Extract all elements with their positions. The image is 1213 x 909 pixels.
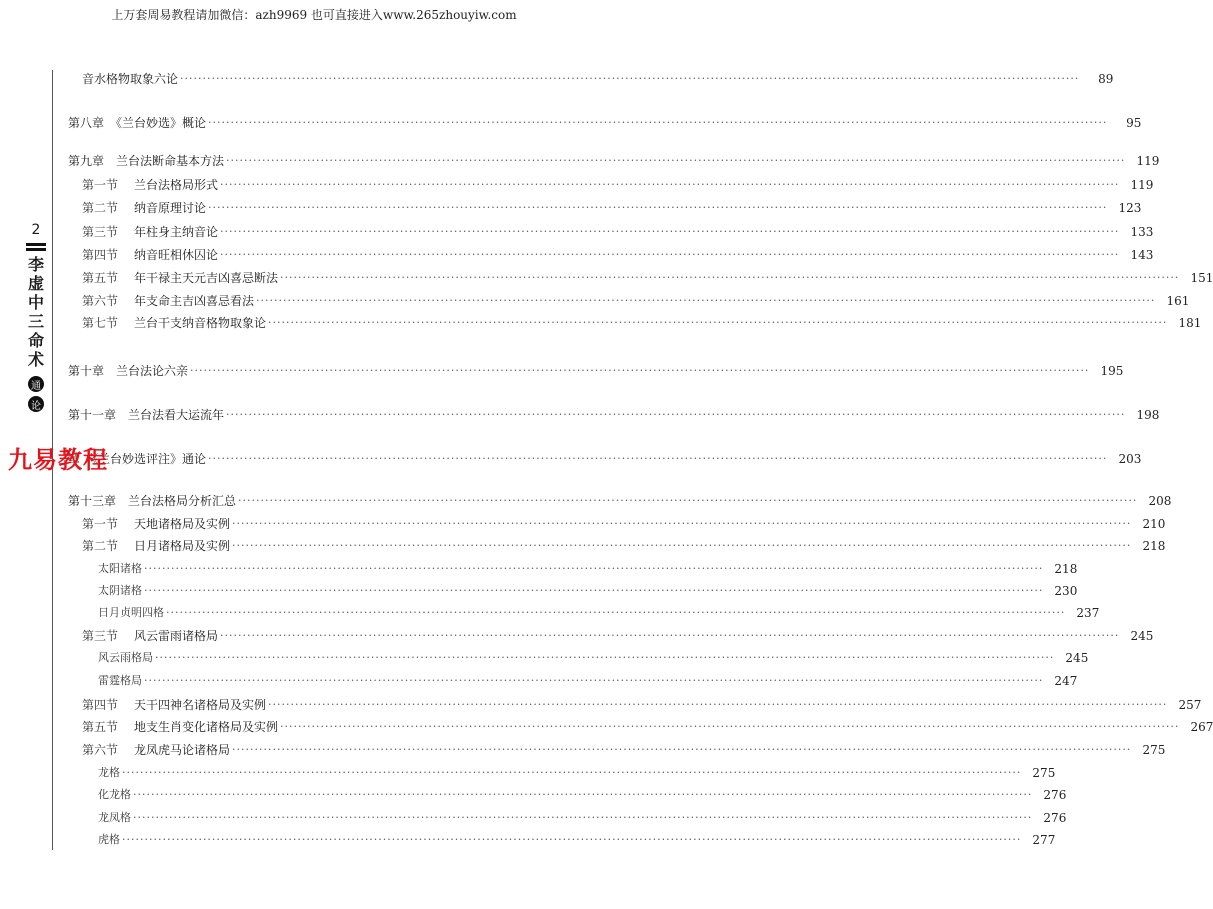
toc-leader-dots: ········································································································································································································ [180, 72, 1080, 85]
toc-entry [0, 782, 1067, 802]
toc-entry-label [98, 584, 142, 598]
toc-entry-label [68, 154, 224, 168]
toc-entry-title: 兰台干支纳音格物取象论 [134, 316, 267, 330]
toc-entry [0, 265, 1213, 285]
toc-entry-label [82, 248, 218, 262]
toc-page-number: 267 [1190, 720, 1213, 734]
toc-chapter-entry [0, 402, 1160, 422]
toc-entry-title: 地支生肖变化诸格局及实例 [134, 720, 279, 734]
toc-leader-dots: ········································································································································································································ [226, 154, 1126, 167]
toc-entry-title: 天干四神名诸格局及实例 [134, 698, 267, 712]
toc-leader-dots: ········································································································································································································ [144, 562, 1044, 575]
toc-entry-label [98, 811, 131, 825]
toc-chapter-entry [0, 148, 1160, 168]
toc-entry [0, 511, 1166, 531]
toc-section-number: 第五节 [82, 271, 119, 285]
toc-entry [0, 172, 1154, 192]
toc-chapter-entry [0, 358, 1124, 378]
toc-entry-title: 日月诸格局及实例 [134, 539, 231, 553]
toc-leader-dots: ········································································································································································································ [144, 584, 1044, 597]
toc-entry-title: 第十一章 兰台法看大运流年 [68, 408, 225, 422]
toc-entry-title: 太阴诸格 [98, 584, 142, 597]
toc-section-number: 第一节 [82, 178, 119, 192]
toc-entry [0, 805, 1067, 825]
toc-entry-title: 音水格物取象六论 [82, 72, 179, 86]
toc-entry-label [98, 674, 142, 688]
toc-page-number: 257 [1178, 698, 1202, 712]
toc-entry-label [82, 743, 230, 757]
toc-leader-dots: ········································································································································································································ [226, 408, 1126, 421]
toc-page-number: 133 [1130, 225, 1154, 239]
toc-entry [0, 219, 1154, 239]
toc-page-number: 275 [1032, 766, 1056, 780]
toc-leader-dots: ········································································································································································································ [268, 698, 1168, 711]
toc-page-number: 210 [1142, 517, 1166, 531]
sidebar-badge: 通 [28, 376, 44, 392]
toc-entry [0, 533, 1166, 553]
toc-page-number: 218 [1142, 539, 1166, 553]
toc-entry-title: 年干禄主天元吉凶喜忌断法 [134, 271, 279, 285]
sidebar-title-char: 命 [27, 331, 44, 350]
watermark-text: 九易教程 [8, 446, 108, 474]
toc-page-number: 119 [1136, 154, 1160, 168]
toc-page-number: 151 [1190, 271, 1213, 285]
toc-leader-dots: ········································································································································································································ [280, 720, 1180, 733]
toc-entry [0, 623, 1154, 643]
toc-entry-label [98, 606, 164, 620]
toc-entry-label [82, 72, 178, 86]
toc-entry-label [68, 116, 206, 130]
toc-entry [0, 692, 1202, 712]
toc-entry [0, 195, 1142, 215]
toc-entry-title: 年支命主吉凶喜忌看法 [134, 294, 255, 308]
toc-entry-label [68, 494, 236, 508]
toc-page-number: 275 [1142, 743, 1166, 757]
toc-section-number: 第二节 [82, 201, 119, 215]
toc-entry-title: 兰台法格局形式 [134, 178, 219, 192]
toc-entry [0, 760, 1056, 780]
toc-page-number: 119 [1130, 178, 1154, 192]
toc-leader-dots: ········································································································································································································ [122, 833, 1022, 846]
toc-section-number: 第四节 [82, 698, 119, 712]
toc-leader-dots: ········································································································································································································ [144, 674, 1044, 687]
toc-entry-label [82, 271, 278, 285]
toc-chapter-entry [0, 110, 1142, 130]
toc-leader-dots: ········································································································································································································ [133, 788, 1033, 801]
toc-page-number: 245 [1065, 651, 1089, 665]
toc-entry-label [82, 698, 266, 712]
toc-page-number: 181 [1178, 316, 1202, 330]
toc-entry [0, 645, 1089, 665]
toc-entry [0, 66, 1114, 86]
toc-entry-label [68, 364, 188, 378]
toc-page-number: 208 [1148, 494, 1172, 508]
sidebar-title-char: 三 [27, 312, 44, 331]
toc-entry [0, 310, 1202, 330]
toc-page-number: 89 [1098, 72, 1114, 86]
toc-leader-dots: ········································································································································································································ [208, 452, 1108, 465]
toc-leader-dots: ········································································································································································································ [280, 271, 1180, 284]
toc-entry-title: 龙凤格 [98, 811, 131, 824]
toc-page-number: 276 [1043, 811, 1067, 825]
toc-entry-label [82, 201, 206, 215]
toc-section-number: 第四节 [82, 248, 119, 262]
toc-leader-dots: ········································································································································································································ [232, 517, 1132, 530]
toc-section-number: 第三节 [82, 629, 119, 643]
toc-section-number: 第六节 [82, 743, 119, 757]
toc-section-number: 第六节 [82, 294, 119, 308]
toc-leader-dots: ········································································································································································································ [220, 225, 1120, 238]
page-header: 上万套周易教程请加微信：azh9969 也可直接进入www.265zhouyiw.com [111, 8, 517, 22]
sidebar-title-char: 李 [27, 255, 44, 274]
toc-page-number: 198 [1136, 408, 1160, 422]
toc-page-number: 277 [1032, 833, 1056, 847]
toc-entry [0, 578, 1078, 598]
toc-leader-dots: ········································································································································································································ [208, 201, 1108, 214]
toc-leader-dots: ········································································································································································································ [155, 651, 1055, 664]
toc-entry-title: 虎格 [98, 833, 120, 846]
toc-leader-dots: ········································································································································································································ [166, 606, 1066, 619]
toc-entry-title: 化龙格 [98, 788, 131, 801]
sidebar-title-char: 中 [27, 293, 44, 312]
toc-entry-label [82, 539, 230, 553]
toc-entry [0, 600, 1100, 620]
toc-entry-label [98, 788, 131, 802]
toc-entry-title: 太阳诸格 [98, 562, 142, 575]
toc-leader-dots: ········································································································································································································ [190, 364, 1090, 377]
toc-entry [0, 242, 1154, 262]
toc-page-number: 203 [1118, 452, 1142, 466]
sidebar-title-char: 术 [27, 350, 44, 369]
toc-leader-dots: ········································································································································································································ [256, 294, 1156, 307]
toc-page-number: 123 [1118, 201, 1142, 215]
toc-entry-title: 龙凤虎马论诸格局 [134, 743, 231, 757]
toc-entry-label [98, 766, 120, 780]
toc-entry-title: 章 《兰台妙选评注》通论 [68, 452, 207, 466]
sidebar-title-char: 虚 [27, 274, 44, 293]
toc-section-number: 第二节 [82, 539, 119, 553]
toc-page-number: 95 [1126, 116, 1142, 130]
toc-section-number: 第七节 [82, 316, 119, 330]
toc-leader-dots: ········································································································································································································ [133, 811, 1033, 824]
toc-page-number: 237 [1076, 606, 1100, 620]
toc-entry [0, 714, 1213, 734]
toc-entry-label [82, 517, 230, 531]
toc-section-number: 第一节 [82, 517, 119, 531]
toc-entry-label [82, 720, 278, 734]
toc-entry-title: 年柱身主纳音论 [134, 225, 219, 239]
toc-entry [0, 668, 1078, 688]
toc-entry-title: 风云雨格局 [98, 651, 153, 664]
toc-page-number: 161 [1166, 294, 1190, 308]
toc-page-number: 195 [1100, 364, 1124, 378]
toc-leader-dots: ········································································································································································································ [232, 539, 1132, 552]
toc-entry-label [98, 651, 153, 665]
toc-section-number: 第五节 [82, 720, 119, 734]
toc-entry-label [82, 294, 254, 308]
toc-entry [0, 737, 1166, 757]
toc-entry [0, 556, 1078, 576]
toc-entry-label [98, 833, 120, 847]
toc-leader-dots: ········································································································································································································ [268, 316, 1168, 329]
toc-entry-title: 龙格 [98, 766, 120, 779]
toc-entry [0, 288, 1190, 308]
toc-leader-dots: ········································································································································································································ [232, 743, 1132, 756]
toc-leader-dots: ········································································································································································································ [220, 178, 1120, 191]
toc-entry-title: 第九章 兰台法断命基本方法 [68, 154, 225, 168]
toc-entry [0, 827, 1056, 847]
toc-entry-label [98, 562, 142, 576]
toc-entry-label [82, 178, 218, 192]
toc-entry-title: 纳音旺相休囚论 [134, 248, 219, 262]
toc-page-number: 230 [1054, 584, 1078, 598]
toc-entry-label [82, 629, 218, 643]
toc-entry-title: 纳音原理讨论 [134, 201, 207, 215]
toc-leader-dots: ········································································································································································································ [122, 766, 1022, 779]
toc-page-number: 218 [1054, 562, 1078, 576]
toc-entry-title: 第十章 兰台法论六亲 [68, 364, 189, 378]
toc-leader-dots: ········································································································································································································ [220, 248, 1120, 261]
toc-page-number: 276 [1043, 788, 1067, 802]
toc-entry-label [68, 408, 224, 422]
toc-page-number: 247 [1054, 674, 1078, 688]
toc-entry-title: 雷霆格局 [98, 674, 142, 687]
toc-leader-dots: ········································································································································································································ [208, 116, 1108, 129]
toc-entry-title: 第八章 《兰台妙选》概论 [68, 116, 207, 130]
sidebar-badge: 论 [28, 396, 44, 412]
toc-section-number: 第三节 [82, 225, 119, 239]
toc-page-number: 245 [1130, 629, 1154, 643]
toc-entry-title: 日月贞明四格 [98, 606, 164, 619]
toc-entry-title: 第十三章 兰台法格局分析汇总 [68, 494, 237, 508]
toc-chapter-entry [0, 488, 1172, 508]
sidebar-page-number: 2 [31, 222, 41, 238]
toc-leader-dots: ········································································································································································································ [220, 629, 1120, 642]
toc-entry-title: 天地诸格局及实例 [134, 517, 231, 531]
toc-leader-dots: ········································································································································································································ [238, 494, 1138, 507]
toc-entry-label [82, 225, 218, 239]
toc-entry-label [82, 316, 266, 330]
toc-entry-title: 风云雷雨诸格局 [134, 629, 219, 643]
toc-page-number: 143 [1130, 248, 1154, 262]
